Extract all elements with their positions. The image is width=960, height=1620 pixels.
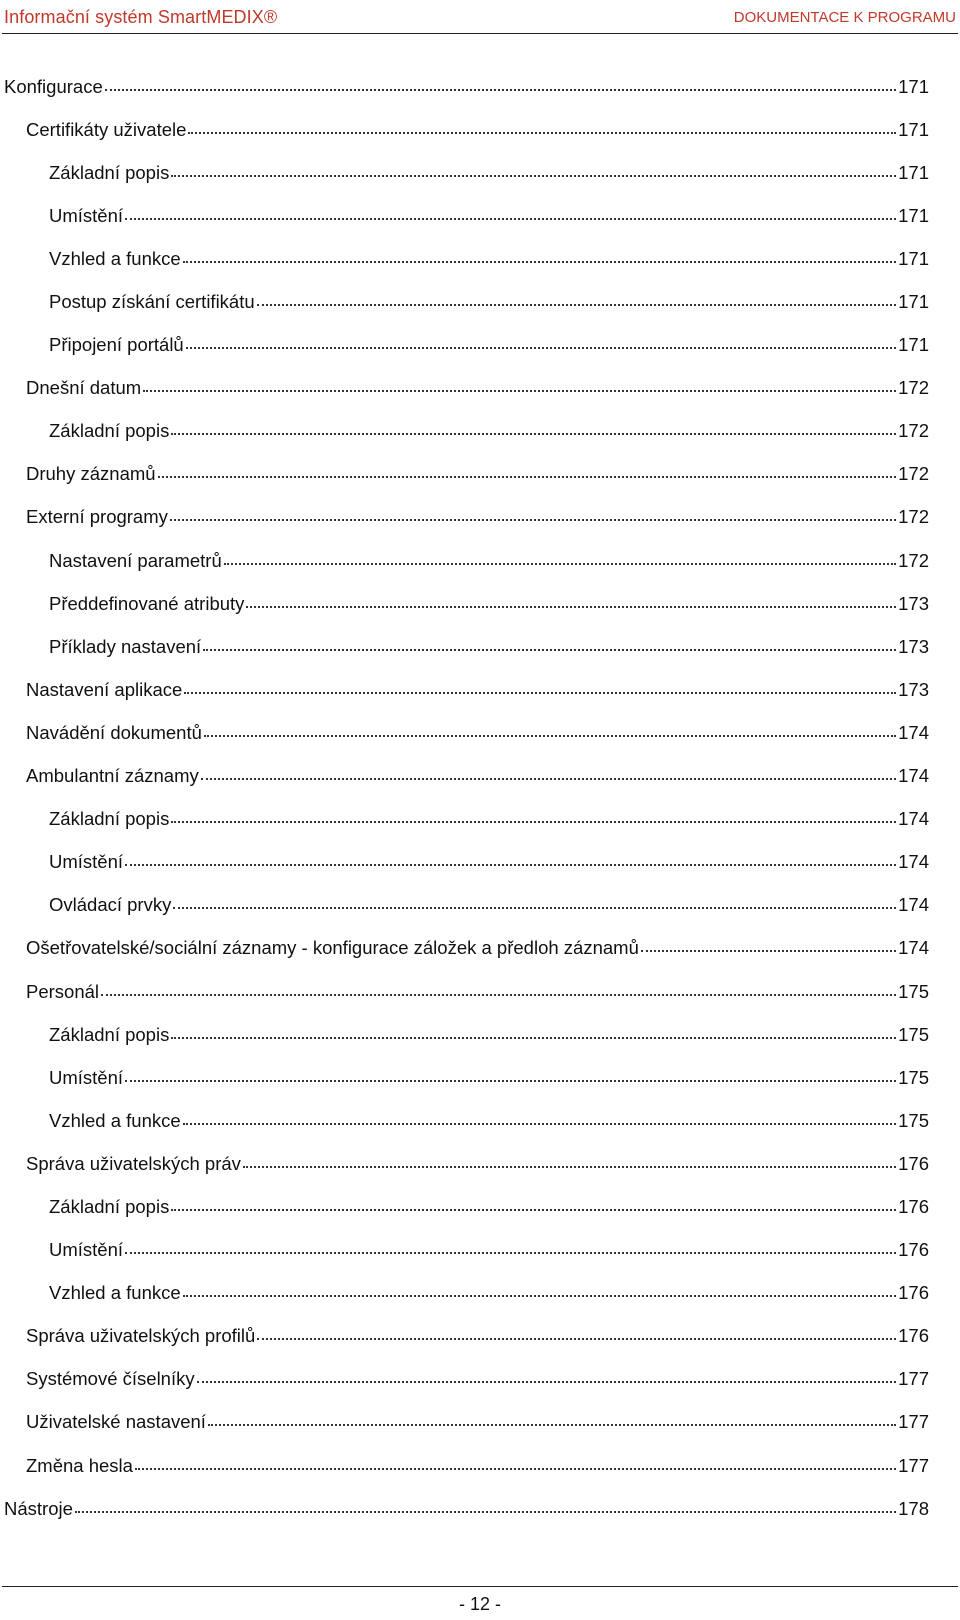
toc-entry[interactable] — [0, 410, 960, 453]
toc-dot-leader — [171, 821, 896, 823]
toc-entry-label: Navádění dokumentů — [26, 721, 202, 743]
toc-entry-label: Uživatelské nastavení — [26, 1411, 206, 1433]
toc-entry-page: 173 — [898, 678, 929, 700]
toc-entry-page: 174 — [898, 808, 929, 830]
toc-entry-page: 172 — [898, 463, 929, 485]
toc-entry[interactable] — [0, 1401, 960, 1444]
toc-entry-page: 174 — [898, 894, 929, 916]
toc-entry[interactable] — [0, 625, 960, 668]
toc-entry-page: 172 — [898, 549, 929, 571]
toc-entry-label: Certifikáty uživatele — [26, 118, 187, 140]
toc-dot-leader — [204, 735, 896, 737]
toc-dot-leader — [143, 390, 896, 392]
toc-entry-page: 174 — [898, 937, 929, 959]
toc-dot-leader — [197, 1381, 897, 1383]
toc-entry-page: 174 — [898, 721, 929, 743]
toc-entry-page: 171 — [898, 247, 929, 269]
toc-entry[interactable] — [0, 927, 960, 970]
toc-entry-label: Systémové číselníky — [26, 1368, 195, 1390]
toc-entry-page: 177 — [898, 1411, 929, 1433]
toc-entry-page: 177 — [898, 1454, 929, 1476]
toc-entry-label: Postup získání certifikátu — [49, 291, 255, 313]
toc-dot-leader — [243, 1166, 896, 1168]
toc-entry-page: 171 — [898, 118, 929, 140]
toc-entry-page: 171 — [898, 204, 929, 226]
toc-entry[interactable] — [0, 884, 960, 927]
toc-entry-page: 171 — [898, 291, 929, 313]
toc-entry-page: 176 — [898, 1239, 929, 1261]
table-of-contents — [0, 65, 960, 1530]
toc-entry-label: Ambulantní záznamy — [26, 765, 199, 787]
toc-entry[interactable] — [0, 970, 960, 1013]
toc-dot-leader — [641, 950, 896, 952]
toc-dot-leader — [125, 864, 896, 866]
toc-entry-page: 172 — [898, 506, 929, 528]
toc-entry[interactable] — [0, 1229, 960, 1272]
toc-entry[interactable] — [0, 668, 960, 711]
toc-dot-leader — [170, 519, 896, 521]
toc-entry[interactable] — [0, 194, 960, 237]
toc-dot-leader — [203, 649, 896, 651]
toc-entry-label: Umístění — [49, 204, 124, 226]
toc-entry-page: 175 — [898, 1109, 929, 1131]
toc-entry-label: Změna hesla — [26, 1454, 133, 1476]
toc-dot-leader — [184, 692, 896, 694]
toc-entry[interactable] — [0, 1185, 960, 1228]
toc-entry-label: Konfigurace — [4, 75, 103, 97]
toc-entry-label: Druhy záznamů — [26, 463, 156, 485]
toc-dot-leader — [224, 563, 896, 565]
toc-entry-label: Základní popis — [49, 808, 170, 830]
toc-dot-leader — [158, 476, 897, 478]
toc-entry[interactable] — [0, 1056, 960, 1099]
toc-entry-label: Vzhled a funkce — [49, 1109, 181, 1131]
toc-entry-label: Základní popis — [49, 420, 170, 442]
toc-dot-leader — [171, 1209, 896, 1211]
toc-entry-label: Správa uživatelských profilů — [26, 1325, 256, 1347]
toc-entry[interactable] — [0, 280, 960, 323]
toc-entry-page: 173 — [898, 592, 929, 614]
toc-entry[interactable] — [0, 755, 960, 798]
toc-dot-leader — [171, 175, 896, 177]
toc-entry[interactable] — [0, 367, 960, 410]
toc-dot-leader — [125, 218, 896, 220]
toc-entry[interactable] — [0, 1444, 960, 1487]
toc-entry[interactable] — [0, 1358, 960, 1401]
toc-entry-label: Ošetřovatelské/sociální záznamy - konfigurace záložek a předloh záznamů — [26, 937, 639, 959]
toc-entry-page: 176 — [898, 1195, 929, 1217]
toc-entry-page: 175 — [898, 980, 929, 1002]
toc-dot-leader — [183, 1295, 896, 1297]
footer-divider — [2, 1586, 958, 1587]
toc-dot-leader — [171, 1037, 896, 1039]
toc-entry-page: 174 — [898, 765, 929, 787]
toc-entry[interactable] — [0, 496, 960, 539]
toc-dot-leader — [188, 132, 896, 134]
toc-entry[interactable] — [0, 1272, 960, 1315]
toc-entry-page: 172 — [898, 420, 929, 442]
toc-entry-page: 178 — [898, 1497, 929, 1519]
toc-entry-label: Příklady nastavení — [49, 635, 202, 657]
toc-dot-leader — [75, 1511, 896, 1513]
toc-entry-page: 175 — [898, 1023, 929, 1045]
toc-dot-leader — [183, 1123, 896, 1125]
toc-entry[interactable] — [0, 539, 960, 582]
toc-dot-leader — [101, 994, 896, 996]
toc-entry[interactable] — [0, 798, 960, 841]
toc-dot-leader — [173, 907, 896, 909]
toc-entry[interactable] — [0, 1315, 960, 1358]
page-header — [4, 2, 956, 32]
toc-entry-label: Nastavení aplikace — [26, 678, 183, 700]
toc-entry[interactable] — [0, 151, 960, 194]
toc-entry-page: 176 — [898, 1152, 929, 1174]
toc-entry[interactable] — [0, 324, 960, 367]
toc-entry-label: Vzhled a funkce — [49, 1282, 181, 1304]
toc-entry[interactable] — [0, 582, 960, 625]
page-number: - 12 - — [458, 1594, 501, 1614]
toc-entry-label: Nastavení parametrů — [49, 549, 222, 571]
toc-entry-page: 171 — [898, 75, 929, 97]
toc-entry[interactable] — [0, 1099, 960, 1142]
toc-entry-page: 175 — [898, 1066, 929, 1088]
toc-entry[interactable] — [0, 841, 960, 884]
toc-entry-label: Externí programy — [26, 506, 168, 528]
toc-entry-page: 171 — [898, 334, 929, 356]
header-divider — [2, 33, 958, 34]
toc-dot-leader — [183, 261, 896, 263]
toc-dot-leader — [201, 778, 896, 780]
document-title: Informační systém SmartMEDIX® — [4, 6, 278, 27]
toc-entry-page: 172 — [898, 377, 929, 399]
toc-entry[interactable] — [0, 1142, 960, 1185]
toc-entry-label: Umístění — [49, 1239, 124, 1261]
toc-entry-label: Předdefinované atributy — [49, 592, 245, 614]
toc-entry-page: 176 — [898, 1282, 929, 1304]
toc-entry-label: Základní popis — [49, 1023, 170, 1045]
toc-dot-leader — [171, 433, 896, 435]
toc-dot-leader — [125, 1252, 896, 1254]
toc-dot-leader — [105, 89, 896, 91]
toc-entry[interactable] — [0, 1487, 960, 1530]
document-section-label: DOKUMENTACE K PROGRAMU — [733, 8, 956, 26]
toc-dot-leader — [135, 1468, 896, 1470]
toc-entry[interactable] — [0, 453, 960, 496]
toc-entry-label: Dnešní datum — [26, 377, 142, 399]
toc-dot-leader — [257, 1338, 896, 1340]
toc-dot-leader — [186, 347, 896, 349]
toc-entry-label: Umístění — [49, 851, 124, 873]
toc-entry-page: 173 — [898, 635, 929, 657]
toc-entry-page: 176 — [898, 1325, 929, 1347]
toc-entry-label: Nástroje — [4, 1497, 73, 1519]
toc-entry-label: Vzhled a funkce — [49, 247, 181, 269]
toc-entry[interactable] — [0, 1013, 960, 1056]
toc-entry-label: Základní popis — [49, 1195, 170, 1217]
toc-entry-label: Připojení portálů — [49, 334, 184, 356]
toc-entry-page: 174 — [898, 851, 929, 873]
toc-entry-page: 171 — [898, 161, 929, 183]
toc-entry-label: Správa uživatelských práv — [26, 1152, 241, 1174]
toc-entry-label: Základní popis — [49, 161, 170, 183]
toc-entry[interactable] — [0, 65, 960, 108]
toc-entry-label: Ovládací prvky — [49, 894, 172, 916]
toc-dot-leader — [257, 304, 896, 306]
toc-dot-leader — [246, 606, 896, 608]
toc-entry-label: Personál — [26, 980, 100, 1002]
toc-entry[interactable] — [0, 108, 960, 151]
toc-entry[interactable] — [0, 711, 960, 754]
toc-dot-leader — [125, 1080, 896, 1082]
toc-entry-page: 177 — [898, 1368, 929, 1390]
toc-dot-leader — [208, 1424, 896, 1426]
toc-entry[interactable] — [0, 237, 960, 280]
toc-entry-label: Umístění — [49, 1066, 124, 1088]
